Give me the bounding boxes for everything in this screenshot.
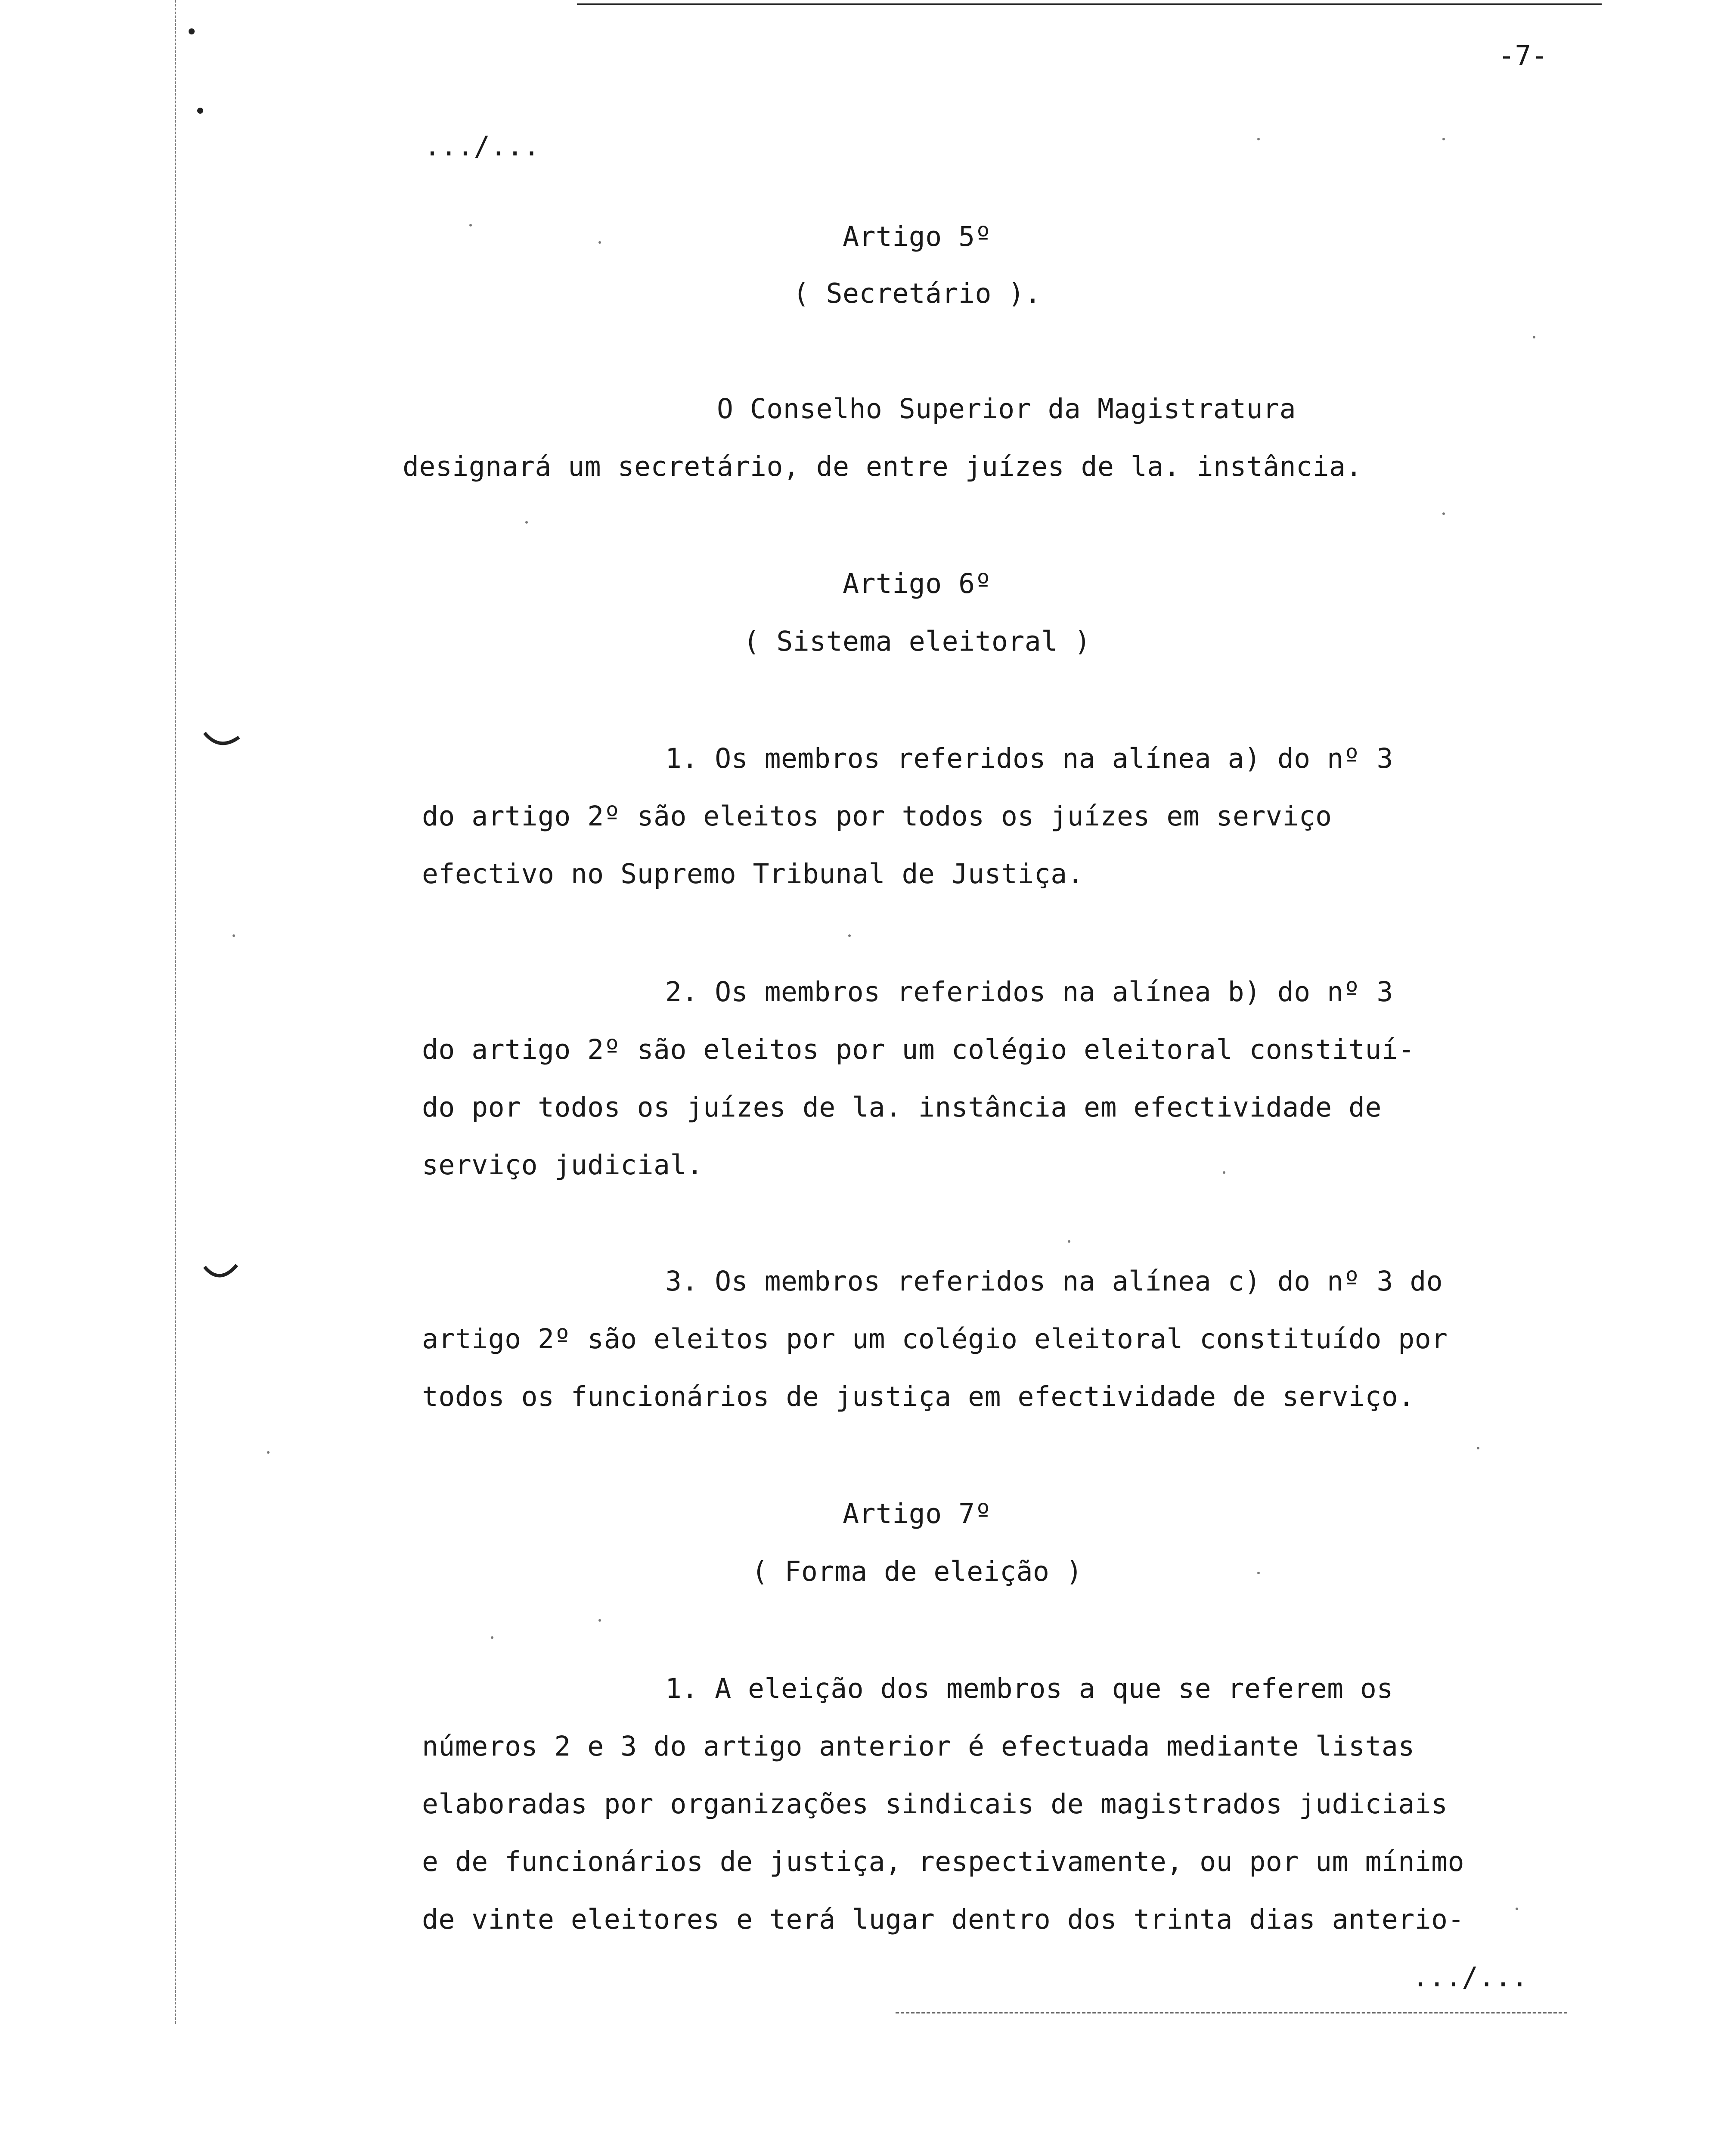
scan-speck <box>1257 138 1260 140</box>
paragraph-line: O Conselho Superior da Magistratura <box>717 393 1296 425</box>
article-heading: Artigo 7º <box>843 1498 992 1529</box>
scan-speck <box>1477 1447 1479 1449</box>
article-heading: Artigo 6º <box>843 568 992 599</box>
scan-speck <box>267 1451 270 1454</box>
paragraph-line: artigo 2º são eleitos por um colégio eleitoral constituído por <box>422 1323 1448 1355</box>
scan-speck <box>1516 1908 1518 1910</box>
paragraph-line: de vinte eleitores e terá lugar dentro dos trinta dias anterio- <box>422 1904 1465 1935</box>
scan-speck <box>525 521 528 524</box>
paragraph-line: 1. Os membros referidos na alínea a) do nº 3 <box>665 743 1393 774</box>
paragraph-line: do por todos os juízes de la. instância em efectividade de <box>422 1092 1382 1123</box>
scan-speck <box>1068 1240 1070 1243</box>
scan-speck <box>848 934 851 937</box>
margin-dot <box>189 28 195 34</box>
scan-speck <box>1442 138 1445 140</box>
paragraph-line: do artigo 2º são eleitos por um colégio eleitoral constituí- <box>422 1034 1415 1065</box>
paragraph-line: 2. Os membros referidos na alínea b) do nº 3 <box>665 976 1393 1008</box>
scan-speck <box>598 241 601 244</box>
scan-speck <box>1257 1572 1260 1574</box>
paragraph-line: efectivo no Supremo Tribunal de Justiça. <box>422 858 1084 890</box>
paragraph-line: e de funcionários de justiça, respectivamente, ou por um mínimo <box>422 1846 1465 1877</box>
paragraph-line: do artigo 2º são eleitos por todos os juízes em serviço <box>422 800 1332 832</box>
punch-hole-mark <box>202 728 241 754</box>
scan-speck <box>1533 336 1535 338</box>
scan-speck <box>491 1636 493 1639</box>
scan-speck <box>232 934 235 937</box>
paragraph-line: elaboradas por organizações sindicais de magistrados judiciais <box>422 1788 1448 1820</box>
paragraph-line: designará um secretário, de entre juízes de la. instância. <box>403 451 1362 482</box>
paragraph-line: números 2 e 3 do artigo anterior é efectuada mediante listas <box>422 1731 1415 1762</box>
scan-speck <box>1442 512 1445 515</box>
paragraph-line: 1. A eleição dos membros a que se referem os <box>665 1673 1393 1704</box>
article-subtitle: ( Secretário ). <box>793 278 1042 309</box>
paragraph-line: todos os funcionários de justiça em efectividade de serviço. <box>422 1381 1415 1412</box>
article-subtitle: ( Sistema eleitoral ) <box>743 626 1091 657</box>
top-rule <box>577 3 1602 5</box>
paragraph-line: 3. Os membros referidos na alínea c) do nº 3 do <box>665 1266 1443 1297</box>
punch-hole-mark <box>202 1262 241 1287</box>
bottom-rule <box>896 2012 1567 2013</box>
paragraph-line: serviço judicial. <box>422 1149 704 1181</box>
continuation-mark-bottom: .../... <box>1412 1961 1528 1993</box>
scan-speck <box>598 1619 601 1622</box>
page-number: -7- <box>1498 40 1548 71</box>
article-subtitle: ( Forma de eleição ) <box>751 1556 1083 1587</box>
article-heading: Artigo 5º <box>843 221 992 252</box>
scan-speck <box>469 224 472 226</box>
continuation-mark-top: .../... <box>424 130 540 162</box>
scan-speck <box>1223 1171 1225 1174</box>
margin-dot <box>197 108 203 114</box>
binding-edge <box>175 0 176 2024</box>
